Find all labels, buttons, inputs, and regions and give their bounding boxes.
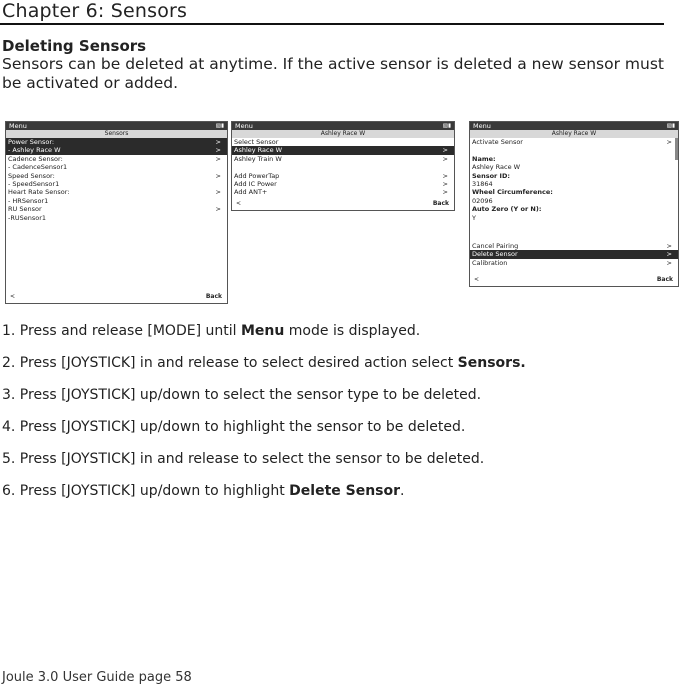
menu-row-label: Activate Sensor [472,138,523,146]
menu-row[interactable] [232,180,454,188]
screen-rows [470,138,678,222]
menu-row[interactable] [470,197,678,205]
menu-row[interactable] [6,180,227,188]
instruction-step [2,417,526,449]
chevron-right-icon: > [215,205,221,214]
menu-row-label: - HRSensor1 [8,196,49,205]
battery-icon: ▧▮ [215,123,224,129]
screen-title-bar [470,122,678,130]
device-screen-sensors [5,121,228,304]
menu-row-label: Select Sensor [234,138,279,146]
instruction-step [2,353,526,385]
menu-row[interactable] [470,180,678,188]
instruction-steps [2,321,526,513]
menu-row[interactable] [470,259,678,267]
menu-row-label: Ashley Race W [234,146,283,155]
header-rule [0,23,664,25]
menu-row-label: Delete Sensor [472,250,518,259]
chevron-right-icon: > [442,154,448,163]
intro-paragraph: Sensors can be deleted at anytime. If the active sensor is deleted a new sensor must be activated or added. [2,55,664,92]
menu-row[interactable] [6,155,227,163]
menu-row[interactable] [6,146,227,154]
instruction-step [2,449,526,481]
menu-row-label: Add PowerTap [234,171,280,180]
chevron-right-icon: > [215,171,221,180]
menu-row[interactable] [232,146,454,154]
battery-icon: ▧▮ [442,123,451,129]
step-text: 5. Press [JOYSTICK] in and release to select the sensor to be deleted. [2,451,485,467]
menu-row-label: 31864 [472,179,493,188]
step-emphasis: Sensors. [457,355,526,371]
screen-footer [236,200,449,208]
menu-row[interactable] [232,188,454,196]
menu-row-label: 02096 [472,196,493,205]
step-emphasis: Delete Sensor [289,483,401,499]
menu-row[interactable] [470,214,678,222]
back-button[interactable]: Back [432,200,449,207]
menu-row-label: Add IC Power [234,179,277,188]
step-text: 2. Press [JOYSTICK] in and release to select desired action select [2,355,458,371]
chapter-title: Chapter 6: Sensors [2,0,188,22]
chevron-right-icon: > [215,154,221,163]
back-arrow[interactable]: < [10,293,16,300]
menu-row-label: Wheel Circumference: [472,188,553,197]
battery-icon: ▧▮ [666,123,675,129]
menu-row-label: Power Sensor: [8,138,55,146]
menu-row[interactable] [6,214,227,222]
menu-row[interactable] [6,163,227,171]
screen-rows [6,138,227,222]
menu-row[interactable] [470,163,678,171]
menu-row-label: Name: [472,154,496,163]
chevron-right-icon: > [215,138,221,146]
menu-label: Menu [473,122,491,130]
menu-row[interactable] [6,172,227,180]
device-screen-sensor-detail [469,121,679,287]
screen-bottom-rows [470,242,678,267]
back-button[interactable]: Back [656,276,673,283]
back-arrow[interactable]: < [474,276,480,283]
menu-row-label: Sensor ID: [472,171,510,180]
step-text: 3. Press [JOYSTICK] up/down to select the sensor type to be deleted. [2,387,482,403]
menu-row-label: Heart Rate Sensor: [8,188,70,197]
chevron-right-icon: > [666,138,672,146]
step-text: 6. Press [JOYSTICK] up/down to highlight [2,483,290,499]
instruction-step [2,481,526,513]
menu-row[interactable] [6,138,227,146]
menu-label: Menu [235,122,253,130]
menu-row[interactable] [470,155,678,163]
back-button[interactable]: Back [205,293,222,300]
menu-row[interactable] [470,138,678,146]
menu-row[interactable] [470,242,678,250]
screen-title-bar [232,122,454,130]
chevron-right-icon: > [442,171,448,180]
chevron-right-icon: > [215,146,221,155]
chevron-right-icon: > [442,146,448,155]
menu-row-label: Ashley Train W [234,154,282,163]
step-text-end: mode is displayed. [284,323,421,339]
menu-row[interactable] [6,205,227,213]
instruction-step [2,321,526,353]
menu-row-label: Add ANT+ [234,188,268,197]
menu-row[interactable] [470,205,678,213]
screen-subtitle: Sensors [6,130,227,138]
chevron-right-icon: > [442,179,448,188]
menu-row-label: Ashley Race W [472,163,521,172]
menu-row[interactable] [232,163,454,171]
screen-subtitle: Ashley Race W [470,130,678,138]
menu-row-label: - CadenceSensor1 [8,163,68,172]
chevron-right-icon: > [442,188,448,197]
screen-rows [232,138,454,197]
menu-row[interactable] [6,188,227,196]
screen-footer [10,293,222,301]
menu-row-label: RU Sensor [8,205,42,214]
chevron-right-icon: > [666,250,672,259]
screen-footer [474,276,673,284]
menu-row[interactable] [470,250,678,258]
menu-row-label: Speed Sensor: [8,171,55,180]
step-text-end: . [400,483,405,499]
menu-row-label: Auto Zero (Y or N): [472,205,542,214]
menu-row[interactable] [6,197,227,205]
device-screen-sensor-select [231,121,455,211]
menu-row-label: Cadence Sensor: [8,154,63,163]
section-title: Deleting Sensors [2,37,147,55]
menu-row-label: Cancel Pairing [472,242,519,250]
screen-subtitle: Ashley Race W [232,130,454,138]
screen-title-bar [6,122,227,130]
menu-row-label: -RUSensor1 [8,213,47,222]
menu-row[interactable] [232,172,454,180]
menu-label: Menu [9,122,27,130]
menu-row-label: - Ashley Race W [8,146,61,155]
menu-row-label: - SpeedSensor1 [8,179,60,188]
menu-row-label: Calibration [472,258,508,267]
instruction-step [2,385,526,417]
menu-row[interactable] [470,188,678,196]
menu-row[interactable] [470,146,678,154]
step-text: 1. Press and release [MODE] until [2,323,241,339]
step-emphasis: Menu [240,323,285,339]
menu-row-label: Y [472,213,476,222]
menu-row[interactable] [232,155,454,163]
chevron-right-icon: > [666,258,672,267]
chevron-right-icon: > [215,188,221,197]
back-arrow[interactable]: < [236,200,242,207]
chevron-right-icon: > [666,242,672,250]
menu-row[interactable] [232,138,454,146]
page-footer: Joule 3.0 User Guide page 58 [2,670,192,685]
menu-row[interactable] [470,172,678,180]
step-text: 4. Press [JOYSTICK] up/down to highlight the sensor to be deleted. [2,419,466,435]
